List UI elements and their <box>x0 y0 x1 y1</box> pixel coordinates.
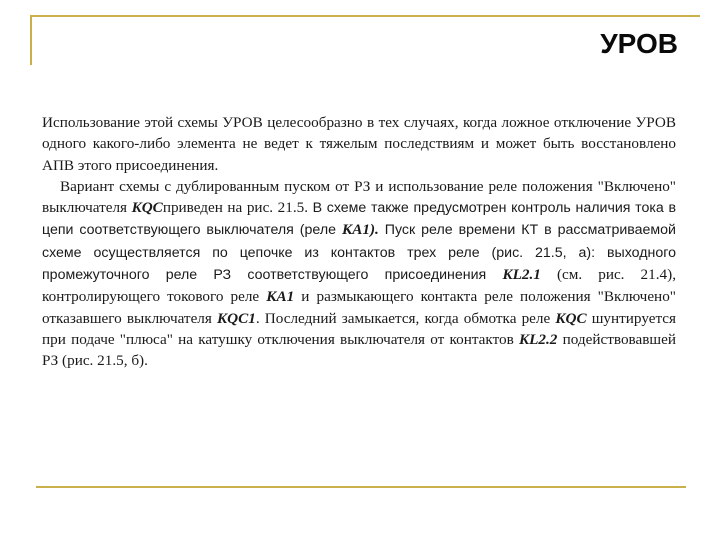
paragraph-2 <box>42 176 676 372</box>
slide-title: УРОВ <box>600 28 678 59</box>
frame-top-line <box>30 15 700 17</box>
text-run: подействовавшей РЗ (рис. 21.5, б). <box>42 330 676 370</box>
designation-ka1: КА1). <box>341 221 379 239</box>
paragraph-1: Использование этой схемы УРОВ целесообразно в тех случаях, когда ложное отключение УРОВ одного какого-либо элемента не ведет к тяжелым последствиям и может быть восстановлено АПВ этого присоединения. <box>42 114 676 174</box>
frame-left-line <box>30 15 32 65</box>
designation-kqc1: KQC1 <box>217 309 256 327</box>
text-run: В схеме также предусмотрен контроль наличия тока в цепи соответствующего выключателя (реле <box>42 200 676 239</box>
text-run: приведен на рис. 21.5. <box>162 199 313 217</box>
designation-kl2-1: KL2.1 <box>502 266 541 284</box>
text-run: шунтируется при подаче "плюса" на катушку отключения выключателя от контактов <box>42 309 676 348</box>
text-run: (см. рис. 21.4), контролирующего токового реле <box>42 266 676 306</box>
text-run: Вариант схемы с дублированным пуском от РЗ и использование реле положения "Включено" выключателя <box>42 177 676 217</box>
text-run: Пуск реле времени КТ в рассматриваемой схеме осуществляется по цепочке из контактов трех реле (рис. 21.5, а): выходного промежуточного реле РЗ соответствующего присоединения <box>42 222 676 284</box>
designation-ka1: КА1 <box>266 288 295 306</box>
designation-kl2-2: KL2.2 <box>519 330 558 348</box>
designation-kqc: KQC <box>131 199 163 217</box>
frame-bottom-line <box>36 486 686 488</box>
designation-kqc: KQC <box>555 309 587 327</box>
text-run: и размыкающего контакта реле положения "Включено" отказавшего выключателя <box>42 288 676 327</box>
text-run: . Последний замыкается, когда обмотка реле <box>255 309 556 327</box>
slide-body-text <box>42 112 676 372</box>
